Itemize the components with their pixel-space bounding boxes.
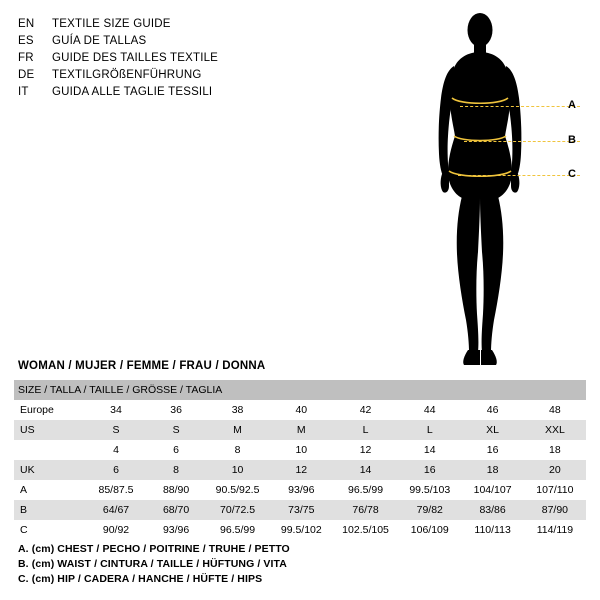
female-body-figure (430, 8, 590, 373)
legend-row-c: C. (cm) HIP / CADERA / HANCHE / HÜFTE / HIPS (18, 573, 263, 585)
cell-a-6: 104/107 (461, 480, 523, 500)
cell-us-1: S (147, 420, 206, 440)
table-row (14, 440, 586, 460)
cell-c-4: 102.5/105 (333, 520, 398, 540)
hip-guide-line (458, 175, 580, 176)
cell-europe-2: 38 (205, 400, 269, 420)
cell-europe-1: 36 (147, 400, 206, 420)
cell-c-6: 110/113 (461, 520, 523, 540)
cell-a-0: 85/87.5 (85, 480, 146, 500)
cell-a-4: 96.5/99 (333, 480, 398, 500)
cell-a-3: 93/96 (270, 480, 333, 500)
legend-row-a: A. (cm) CHEST / PECHO / POITRINE / TRUHE / PETTO (18, 543, 290, 555)
row-label-a: A (14, 480, 85, 500)
row-label-us-numeric (14, 440, 85, 460)
waist-label-b: B (568, 134, 576, 146)
cell-b-3: 73/75 (270, 500, 333, 520)
table-row (14, 460, 586, 480)
cell-europe-3: 40 (270, 400, 333, 420)
cell-a-1: 88/90 (147, 480, 206, 500)
language-text-es: GUÍA DE TALLAS (52, 35, 147, 47)
cell-c-0: 90/92 (85, 520, 146, 540)
cell-us-4: L (333, 420, 398, 440)
cell-us-7: XXL (524, 420, 586, 440)
cell-us-6: XL (461, 420, 523, 440)
row-label-b: B (14, 500, 85, 520)
language-code-en: EN (18, 18, 35, 30)
cell-uk-3: 12 (270, 460, 333, 480)
cell-usnum-2: 8 (205, 440, 269, 460)
cell-usnum-0: 4 (85, 440, 146, 460)
language-row-de (18, 67, 348, 84)
row-label-us: US (14, 420, 85, 440)
language-code-it: IT (18, 86, 29, 98)
table-row (14, 480, 586, 500)
cell-europe-4: 42 (333, 400, 398, 420)
cell-b-4: 76/78 (333, 500, 398, 520)
section-title-woman: WOMAN / MUJER / FEMME / FRAU / DONNA (18, 360, 266, 372)
table-row (14, 420, 586, 440)
cell-uk-4: 14 (333, 460, 398, 480)
cell-uk-6: 18 (461, 460, 523, 480)
language-code-fr: FR (18, 52, 34, 64)
cell-us-3: M (270, 420, 333, 440)
cell-b-2: 70/72.5 (205, 500, 269, 520)
language-text-fr: GUIDE DES TAILLES TEXTILE (52, 52, 219, 64)
measurement-legend (18, 542, 578, 587)
cell-c-2: 96.5/99 (205, 520, 269, 540)
cell-usnum-6: 16 (461, 440, 523, 460)
hip-label-c: C (568, 168, 576, 180)
table-row (14, 400, 586, 420)
size-table (14, 380, 586, 540)
cell-usnum-3: 10 (270, 440, 333, 460)
row-label-europe: Europe (14, 400, 85, 420)
cell-b-6: 83/86 (461, 500, 523, 520)
cell-b-1: 68/70 (147, 500, 206, 520)
cell-usnum-5: 14 (398, 440, 461, 460)
cell-usnum-4: 12 (333, 440, 398, 460)
cell-b-5: 79/82 (398, 500, 461, 520)
cell-c-3: 99.5/102 (270, 520, 333, 540)
language-text-en: TEXTILE SIZE GUIDE (52, 18, 171, 30)
cell-europe-6: 46 (461, 400, 523, 420)
language-text-de: TEXTILGRÖßENFÜHRUNG (52, 69, 202, 81)
language-row-fr (18, 50, 348, 67)
row-label-c: C (14, 520, 85, 540)
cell-b-0: 64/67 (85, 500, 146, 520)
cell-uk-0: 6 (85, 460, 146, 480)
cell-a-5: 99.5/103 (398, 480, 461, 500)
language-header-block (18, 16, 348, 101)
cell-europe-7: 48 (524, 400, 586, 420)
cell-c-5: 106/109 (398, 520, 461, 540)
cell-us-0: S (85, 420, 146, 440)
cell-a-2: 90.5/92.5 (205, 480, 269, 500)
table-row (14, 520, 586, 540)
cell-uk-7: 20 (524, 460, 586, 480)
chest-guide-line (460, 106, 580, 107)
language-row-en (18, 16, 348, 33)
table-header-row (14, 380, 586, 400)
cell-us-5: L (398, 420, 461, 440)
cell-us-2: M (205, 420, 269, 440)
language-code-es: ES (18, 35, 34, 47)
table-row (14, 500, 586, 520)
row-label-uk: UK (14, 460, 85, 480)
silhouette-icon (430, 8, 590, 373)
cell-europe-5: 44 (398, 400, 461, 420)
cell-europe-0: 34 (85, 400, 146, 420)
language-row-it (18, 84, 348, 101)
table-header-label: SIZE / TALLA / TAILLE / GRÖSSE / TAGLIA (14, 380, 586, 400)
cell-c-1: 93/96 (147, 520, 206, 540)
size-table-wrap (14, 380, 586, 540)
cell-a-7: 107/110 (524, 480, 586, 500)
cell-uk-5: 16 (398, 460, 461, 480)
language-row-es (18, 33, 348, 50)
cell-usnum-1: 6 (147, 440, 206, 460)
language-code-de: DE (18, 69, 35, 81)
cell-uk-2: 10 (205, 460, 269, 480)
legend-row-b: B. (cm) WAIST / CINTURA / TAILLE / HÜFTUNG / VITA (18, 558, 287, 570)
language-text-it: GUIDA ALLE TAGLIE TESSILI (52, 86, 213, 98)
chest-label-a: A (568, 99, 576, 111)
waist-guide-line (464, 141, 580, 142)
cell-uk-1: 8 (147, 460, 206, 480)
cell-b-7: 87/90 (524, 500, 586, 520)
cell-c-7: 114/119 (524, 520, 586, 540)
cell-usnum-7: 18 (524, 440, 586, 460)
